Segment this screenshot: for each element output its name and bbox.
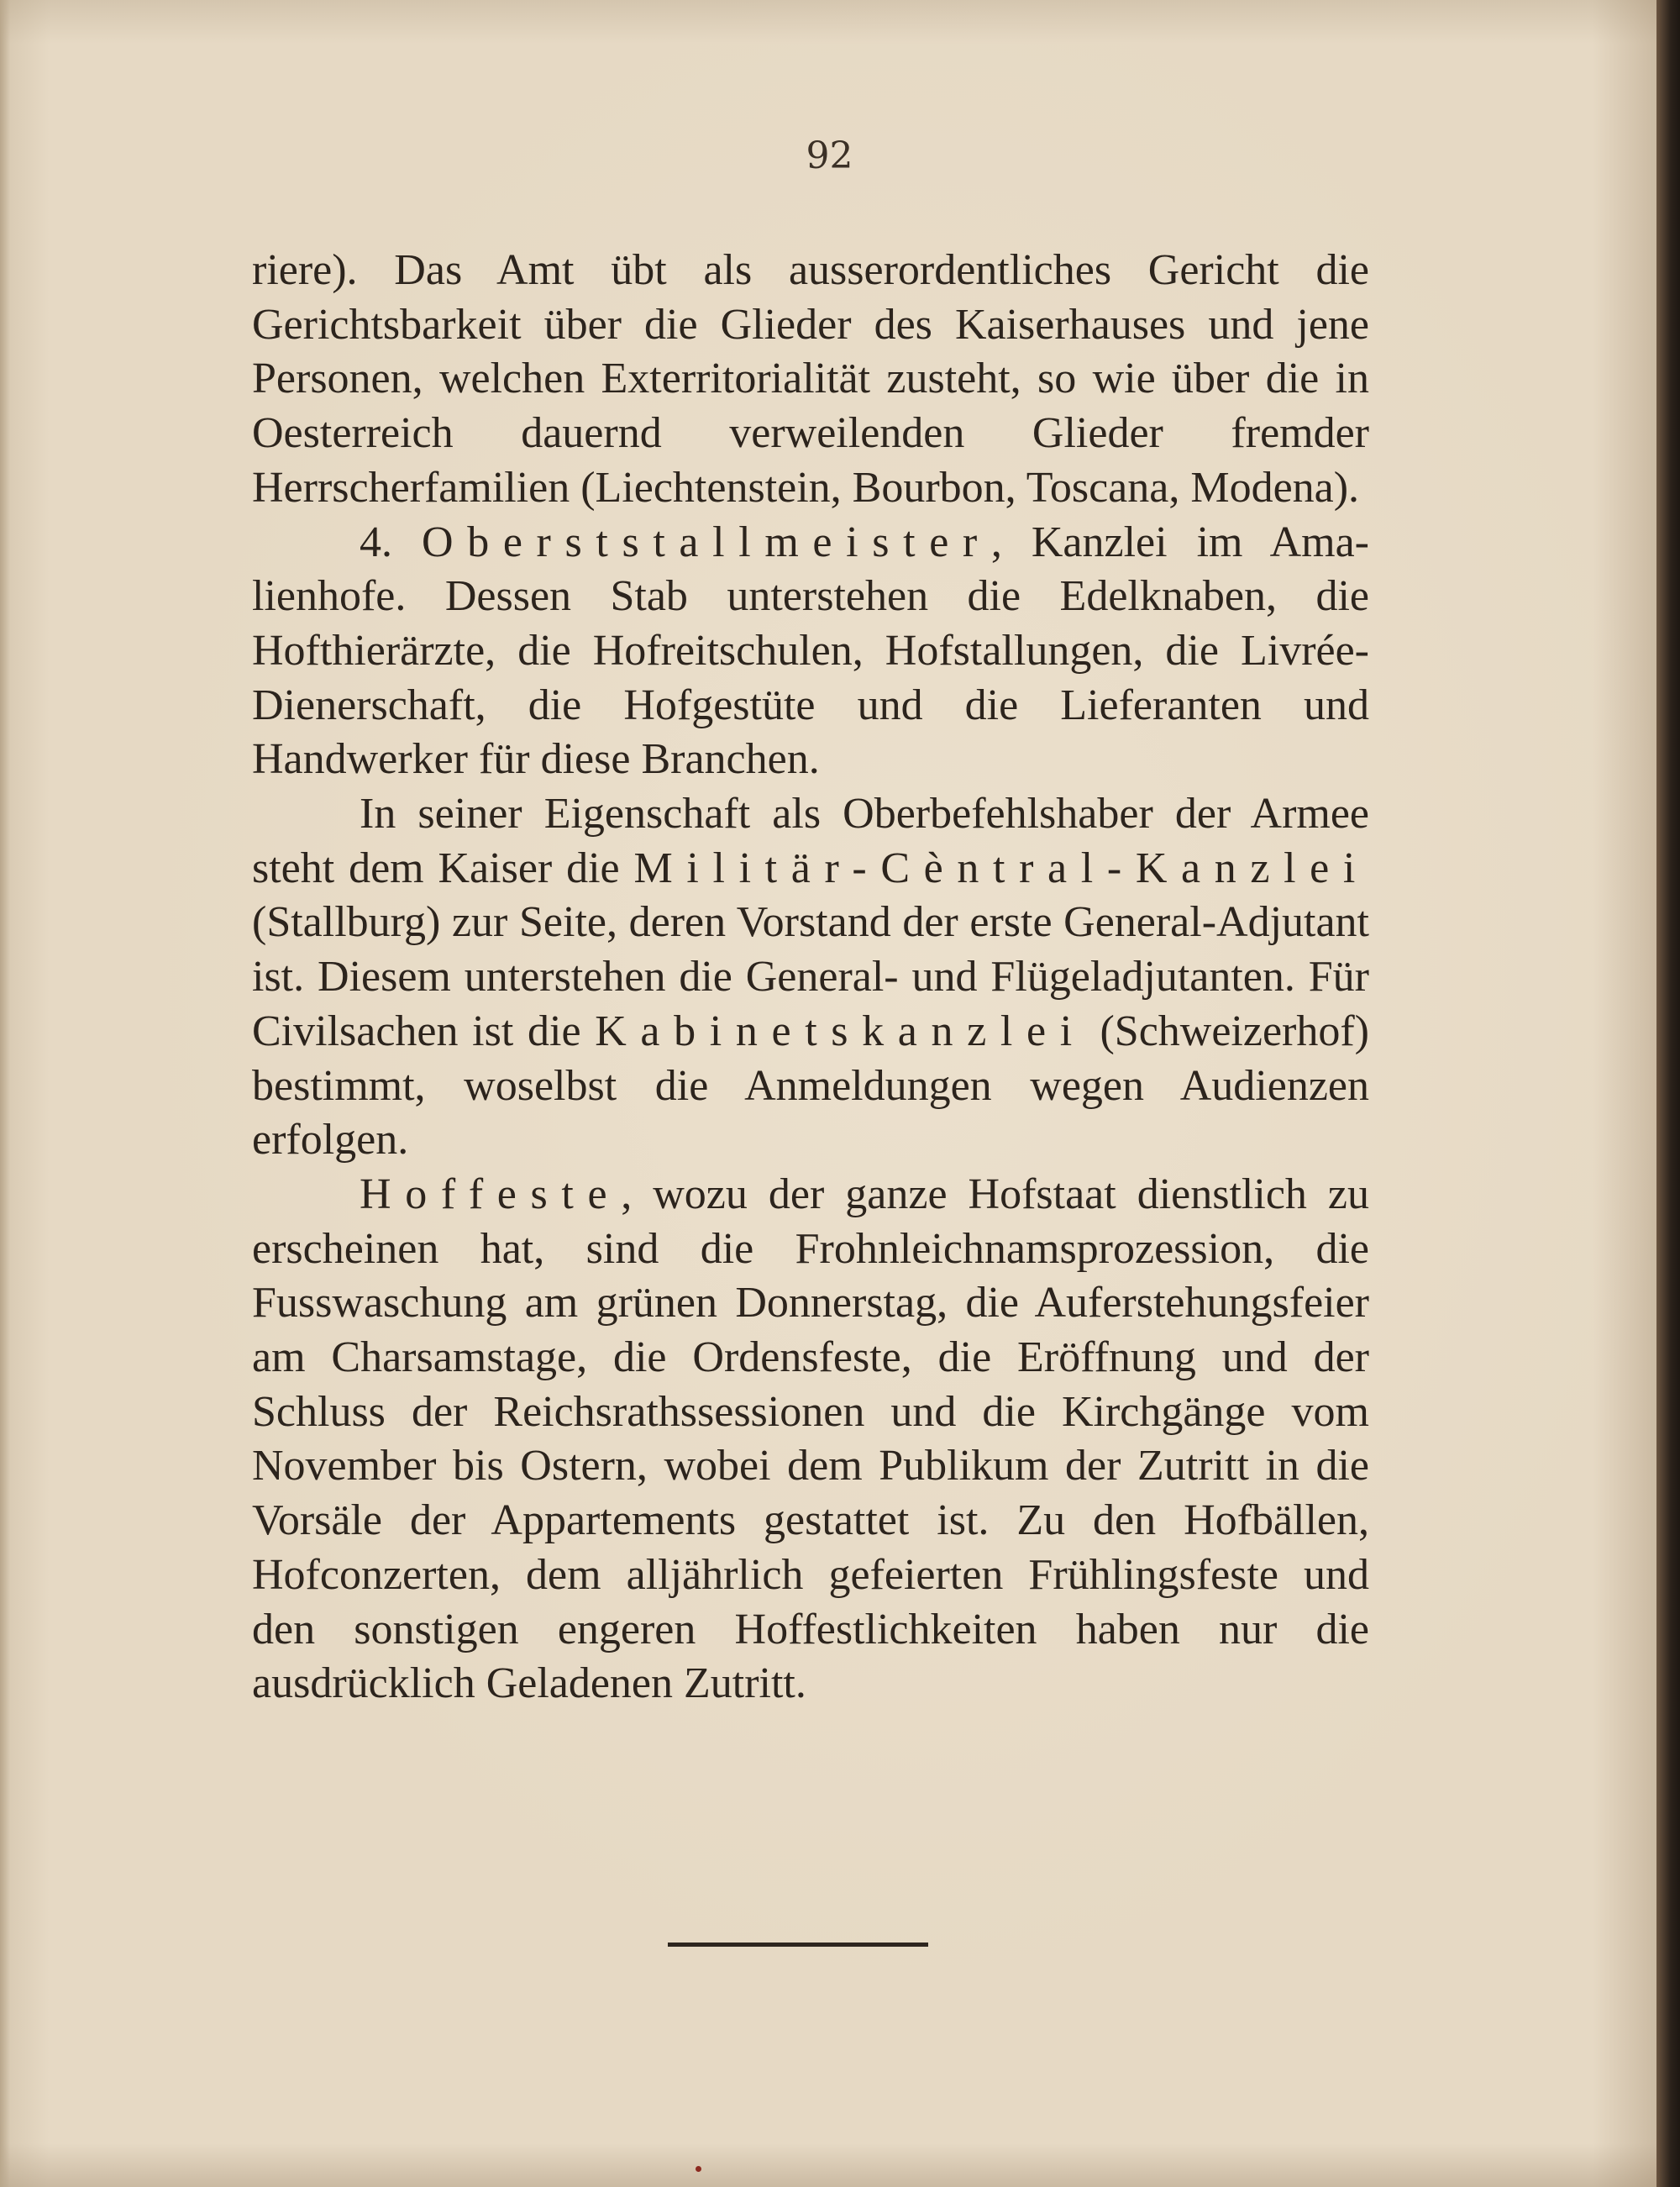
paragraph	[252, 516, 1369, 788]
text-segment: , Kanzlei im Amalienhofe. Dessen Stab unterstehen die Edelknaben, die Hofthierärzte, die Hofreitschulen, Hofstallungen, die Livrée-Dienerschaft, die Hofgestüte und die Lieferanten und Handwerker für diese Branchen.	[252, 518, 1369, 784]
text-segment: In seiner Eigenschaft als Oberbefehlshaber der Armee steht dem Kaiser die	[252, 790, 1369, 892]
text-segment: 4.	[360, 518, 422, 566]
section-end-rule	[668, 1943, 928, 1947]
paragraph	[252, 244, 1369, 516]
text-segment: (Schweizerhof) bestimmt, woselbst die Anmeldungen wegen Audienzen erfolgen.	[252, 1007, 1369, 1164]
page-number: 92	[806, 134, 853, 177]
body-text	[252, 244, 1369, 1711]
paragraph	[252, 787, 1369, 1168]
paragraph	[252, 1168, 1369, 1711]
text-segment: riere). Das Amt übt als ausserordentliches Gericht die Gerichtsbarkeit über die Glieder des Kaiserhauses und jene Personen, welchen Exterritorialität zusteht, so wie über die in Oesterreich dauernd verweilenden Glieder fremder Herrscherfamilien (Liechtenstein, Bourbon, Toscana, Modena).	[252, 246, 1369, 512]
spaced-emphasis-text: Oberststallmeister	[422, 518, 991, 566]
page-left-edge	[0, 0, 10, 2187]
ink-spot	[696, 2166, 701, 2172]
spaced-emphasis-text: Hoffeste	[360, 1170, 622, 1218]
text-segment: (Stallburg) zur Seite, deren Vorstand der erste General-Adjutant ist. Diesem unterstehen die General- und Flügeladjutanten. Für Civilsachen ist die	[252, 898, 1369, 1055]
text-segment: , wozu der ganze Hofstaat dienstlich zu erscheinen hat, sind die Frohnleichnamsprozession, die Fusswaschung am grünen Donnerstag, die Auferstehungsfeier am Charsamstage, die Ordensfeste, die Eröffnung und der Schluss der Reichsrathssessionen und die Kirchgänge vom November bis Ostern, wobei dem Publikum der Zutritt in die Vorsäle der Appartements gestattet ist. Zu den Hofbällen, Hofconzerten, dem alljährlich gefeierten Frühlingsfeste und den sonstigen engeren Hoffestlichkeiten haben nur die ausdrücklich Geladenen Zutritt.	[252, 1170, 1369, 1708]
spaced-emphasis-text: Kabinetskanzlei	[595, 1007, 1086, 1055]
spaced-emphasis-text: Militär-Cèntral-Kanzlei	[633, 844, 1369, 892]
book-spine	[1656, 0, 1680, 2187]
